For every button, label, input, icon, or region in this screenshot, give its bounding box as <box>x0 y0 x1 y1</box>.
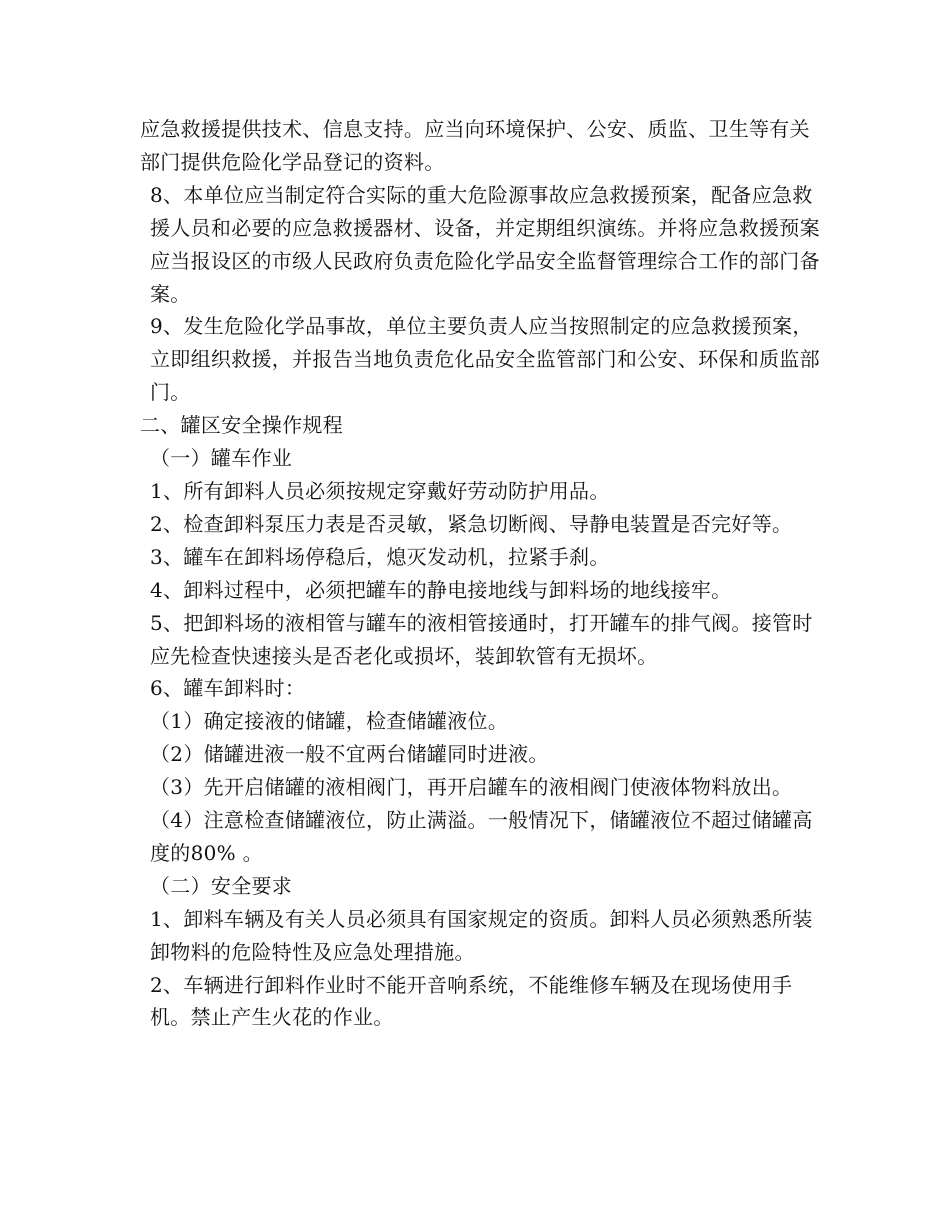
list-item: 3、罐车在卸料场停稳后，熄灭发动机，拉紧手刹。 <box>150 544 610 569</box>
list-item: 5、把卸料场的液相管与罐车的液相管接通时，打开罐车的排气阀。接管时应先检查快速接头是否老化或损坏，装卸软管有无损坏。 <box>150 610 813 668</box>
sub-list-item: （4）注意检查储罐液位，防止满溢。一般情况下，储罐液位不超过储罐高度的80% 。 <box>150 808 813 865</box>
sub-list-item: （1）确定接液的储罐，检查储罐液位。 <box>150 709 509 734</box>
sub-list-item: （3）先开启储罐的液相阀门，再开启罐车的液相阀门使液体物料放出。 <box>150 775 793 800</box>
list-item: 4、卸料过程中，必须把罐车的静电接地线与卸料场的地线接牢。 <box>150 577 732 602</box>
paragraph: 应急救援提供技术、信息支持。应当向环境保护、公安、质监、卫生等有关部门提供危险化学品登记的资料。 <box>140 117 810 174</box>
list-item: 2、车辆进行卸料作业时不能开音响系统，不能维修车辆及在现场使用手机。禁止产生火花的作业。 <box>150 972 793 1030</box>
list-item: 6、罐车卸料时： <box>150 676 306 701</box>
subsection-heading: （一）罐车作业 <box>150 446 293 471</box>
paragraph: 8、本单位应当制定符合实际的重大危险源事故应急救援预案，配备应急救援人员和必要的应急救援器材、设备，并定期组织演练。并将应急救援预案应当报设区的市级人民政府负责危险化学品安全监督管理综合工作的部门备案。 <box>150 182 820 306</box>
sub-list-item: （2）储罐进液一般不宜两台储罐同时进液。 <box>150 742 549 767</box>
section-heading: 二、罐区安全操作规程 <box>140 413 343 438</box>
list-item: 1、卸料车辆及有关人员必须具有国家规定的资质。卸料人员必须熟悉所装卸物料的危险特性及应急处理措施。 <box>150 906 813 964</box>
list-item: 1、所有卸料人员必须按规定穿戴好劳动防护用品。 <box>150 478 610 503</box>
paragraph: 9、发生危险化学品事故，单位主要负责人应当按照制定的应急救援预案，立即组织救援，并报告当地负责危化品安全监管部门和公安、环保和质监部门。 <box>150 314 820 405</box>
list-item: 2、检查卸料泵压力表是否灵敏，紧急切断阀、导静电装置是否完好等。 <box>150 511 793 536</box>
document-body <box>140 113 820 1034</box>
subsection-heading: （二）安全要求 <box>150 873 293 898</box>
